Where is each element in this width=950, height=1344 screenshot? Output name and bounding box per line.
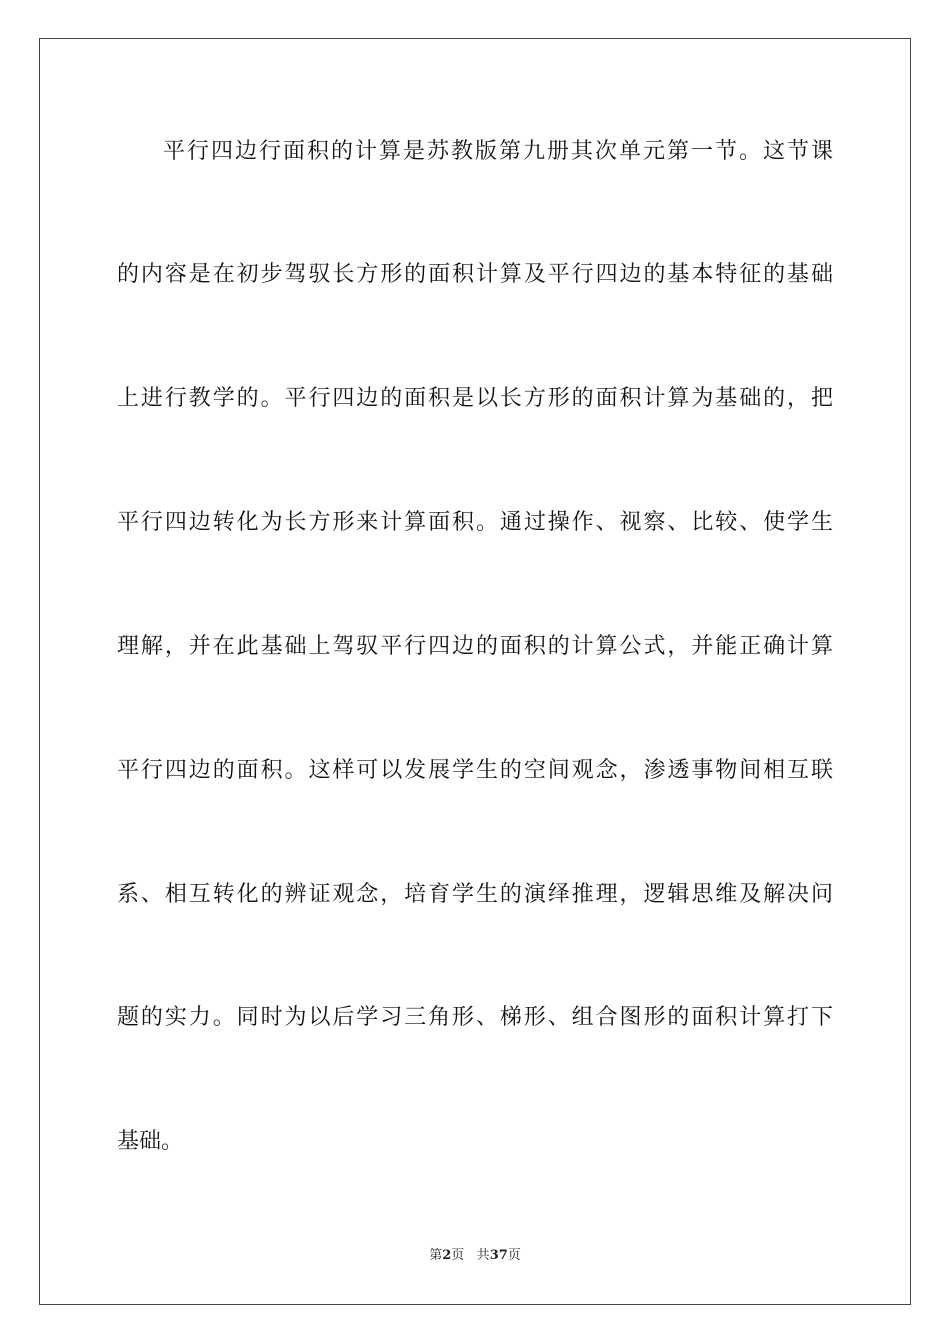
page-footer [0, 1246, 950, 1266]
total-pages-prefix: 共 [476, 1248, 490, 1263]
page-border [39, 38, 911, 1305]
paragraph-line: 基础。 [117, 1129, 184, 1154]
paragraph-line: 系、相互转化的辨证观念，培育学生的演绎推理，逻辑思维及解决问 [117, 882, 833, 907]
total-pages-suffix: 页 [507, 1248, 521, 1263]
paragraph-line: 理解，并在此基础上驾驭平行四边的面积的计算公式，并能正确计算 [117, 634, 833, 659]
page-number-prefix: 第 [429, 1248, 443, 1263]
page-number: 2 [442, 1248, 452, 1263]
total-pages: 37 [489, 1248, 508, 1263]
paragraph-line: 题的实力。同时为以后学习三角形、梯形、组合图形的面积计算打下 [117, 1005, 833, 1030]
paragraph-line: 上进行教学的。平行四边的面积是以长方形的面积计算为基础的，把 [117, 386, 833, 411]
page-number-suffix: 页 [451, 1248, 465, 1263]
paragraph-line: 平行四边转化为长方形来计算面积。通过操作、视察、比较、使学生 [117, 510, 833, 535]
paragraph-line: 平行四边行面积的计算是苏教版第九册其次单元第一节。这节课 [163, 139, 833, 164]
paragraph-line: 的内容是在初步驾驭长方形的面积计算及平行四边的基本特征的基础 [117, 262, 833, 287]
paragraph-line: 平行四边的面积。这样可以发展学生的空间观念，渗透事物间相互联 [117, 758, 833, 783]
